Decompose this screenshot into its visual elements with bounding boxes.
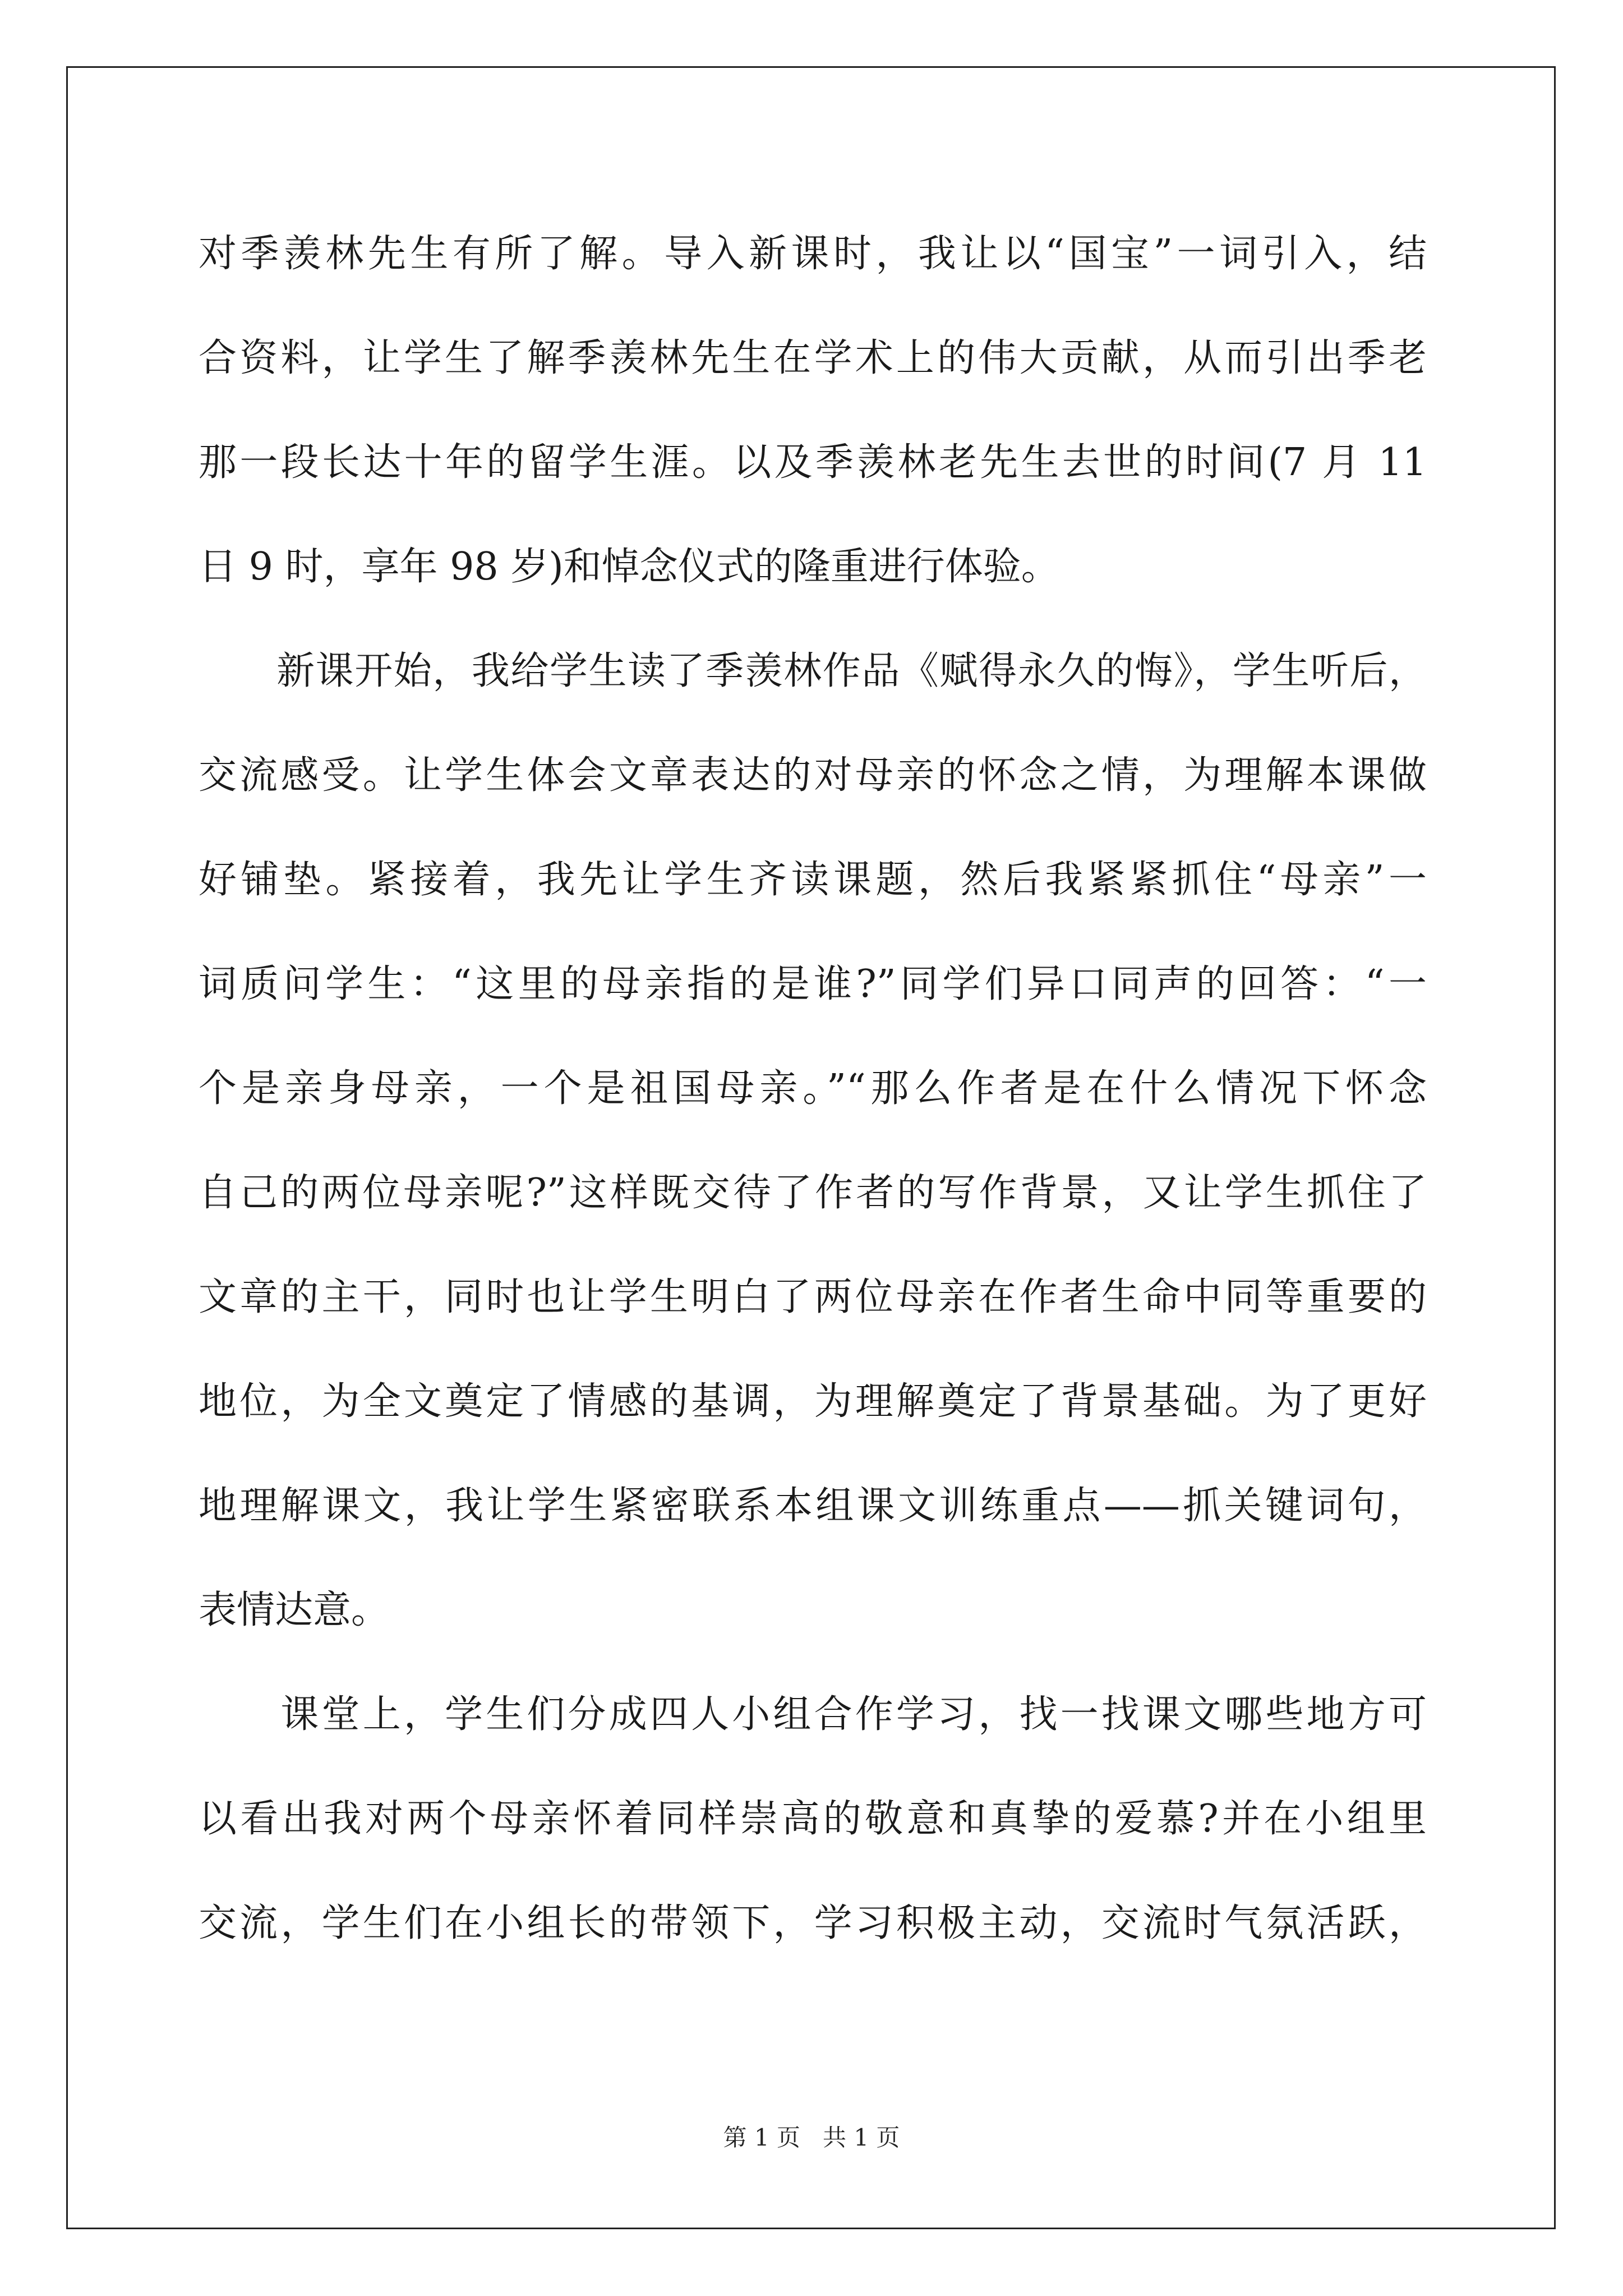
page-number: 第 1 页 [723,2124,800,2151]
text-line: 新课开始，我给学生读了季羡林作品《赋得永久的悔》，学生听后， [199,649,1427,693]
text-line: 以看出我对两个母亲怀着同样崇高的敬意和真挚的爱慕?并在小组里 [199,1797,1427,1841]
text-line: 个是亲身母亲，一个是祖国母亲。”“那么作者是在什么情况下怀念 [199,1066,1427,1111]
page-footer [0,2119,1623,2153]
text-line: 课堂上，学生们分成四人小组合作学习，找一找课文哪些地方可 [199,1692,1427,1737]
document-body [199,202,1427,1976]
text-line: 文章的主干，同时也让学生明白了两位母亲在作者生命中同等重要的 [199,1275,1427,1319]
text-line: 地位，为全文奠定了情感的基调，为理解奠定了背景基础。为了更好 [199,1379,1427,1424]
text-line: 词质问学生：“这里的母亲指的是谁?”同学们异口同声的回答：“一 [199,962,1427,1006]
text-line: 地理解课文，我让学生紧密联系本组课文训练重点——抓关键词句， [199,1484,1427,1528]
page-total: 共 1 页 [823,2124,900,2151]
text-line: 那一段长达十年的留学生涯。以及季羡林老先生去世的时间(7 月 11 [199,440,1427,485]
text-line: 交流，学生们在小组长的带领下，学习积极主动，交流时气氛活跃， [199,1901,1427,1945]
text-line: 好铺垫。紧接着，我先让学生齐读课题，然后我紧紧抓住“母亲”一 [199,858,1427,902]
text-line: 交流感受。让学生体会文章表达的对母亲的怀念之情，为理解本课做 [199,753,1427,798]
text-line: 对季羡林先生有所了解。导入新课时，我让以“国宝”一词引入，结 [199,232,1427,276]
text-line: 合资料，让学生了解季羡林先生在学术上的伟大贡献，从而引出季老 [199,336,1427,380]
text-line: 自己的两位母亲呢?”这样既交待了作者的写作背景，又让学生抓住了 [199,1171,1427,1215]
text-line: 表情达意。 [199,1588,390,1632]
text-line: 日 9 时，享年 98 岁)和悼念仪式的隆重进行体验。 [199,545,1059,589]
